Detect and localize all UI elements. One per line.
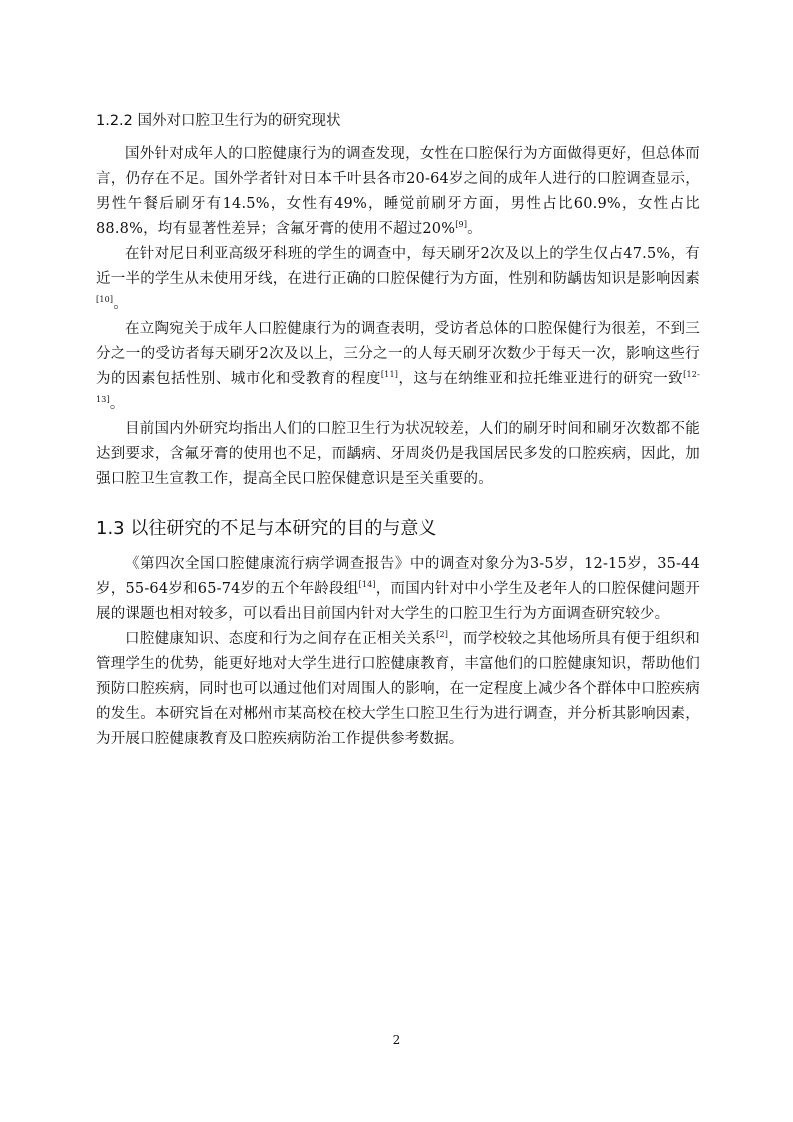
paragraph-text: 。 xyxy=(113,296,128,312)
citation: [12-13] xyxy=(96,370,700,405)
paragraph-text: 。 xyxy=(467,221,482,237)
page-content xyxy=(96,110,700,752)
citation: [14] xyxy=(358,580,376,590)
citation: [11] xyxy=(380,370,399,380)
paragraph-text: 在针对尼日利亚高级牙科班的学生的调查中，每天刷牙2次及以上的学生仅占47.5%，有近一半的学生从未使用牙线，在进行正确的口腔保健行为方面，性别和防龋齿知识是影响因素 xyxy=(96,246,700,287)
paragraph xyxy=(96,552,700,627)
paragraph xyxy=(96,242,700,317)
paragraph-text: ，而学校较之其他场所具有便于组织和管理学生的优势，能更好地对大学生进行口腔健康教育，丰富他们的口腔健康知识，帮助他们预防口腔疾病，同时也可以通过他们对周围人的影响，在一定程度上减少各个群体中口腔疾病的发生。本研究旨在对郴州市某高校在校大学生口腔卫生行为进行调查，并分析其影响因素，为开展口腔健康教育及口腔疾病防治工作提供参考数据。 xyxy=(96,631,700,747)
paragraph-text: 《第四次全国口腔健康流行病学调查报告》中的调查对象分为3-5岁，12-15岁，35-44岁，55-64岁和65-74岁的五个年龄段组 xyxy=(96,556,700,597)
citation: [2] xyxy=(436,630,449,640)
paragraph-text: ，这与在纳维亚和拉托维亚进行的研究一致 xyxy=(398,371,684,387)
paragraph-text: 口腔健康知识、态度和行为之间存在正相关关系 xyxy=(125,631,437,647)
paragraph-text: 国外针对成年人的口腔健康行为的调查发现，女性在口腔保行为方面做得更好，但总体而言，仍存在不足。国外学者针对日本千叶县各市20-64岁之间的成年人进行的口腔调查显示，男性午餐后刷牙有14.5%，女性有49%，睡觉前刷牙方面，男性占比60.9%，女性占比88.8%，均有显著性差异；含氟牙膏的使用不超过20% xyxy=(96,146,700,237)
citation: [9] xyxy=(455,220,468,230)
paragraph-text: 。 xyxy=(109,396,125,412)
paragraph xyxy=(96,142,700,242)
paragraph xyxy=(96,627,700,752)
paragraph-text: 目前国内外研究均指出人们的口腔卫生行为状况较差，人们的刷牙时间和刷牙次数都不能达到要求，含氟牙膏的使用也不足，而龋病、牙周炎仍是我国居民多发的口腔疾病，因此，加强口腔卫生宣教工作，提高全民口腔保健意识是至关重要的。 xyxy=(96,421,700,487)
paragraph-text: ，而国内针对中小学生及老年人的口腔保健问题开展的课题也相对较多，可以看出目前国内针对大学生的口腔卫生行为方面调查研究较少。 xyxy=(96,581,700,622)
paragraph xyxy=(96,417,700,492)
citation: [10] xyxy=(96,295,114,305)
paragraph-text: 在立陶宛关于成年人口腔健康行为的调查表明，受访者总体的口腔保健行为很差，不到三分之一的受访者每天刷牙2次及以上，三分之一的人每天刷牙次数少于每天一次，影响这些行为的因素包括性别、城市化和受教育的程度 xyxy=(96,321,700,387)
paragraph xyxy=(96,317,700,417)
section-heading-1-2-2: 1.2.2 国外对口腔卫生行为的研究现状 xyxy=(96,113,341,129)
page-number: 2 xyxy=(392,1033,401,1047)
section-heading-1-3: 1.3 以往研究的不足与本研究的目的与意义 xyxy=(96,518,437,539)
